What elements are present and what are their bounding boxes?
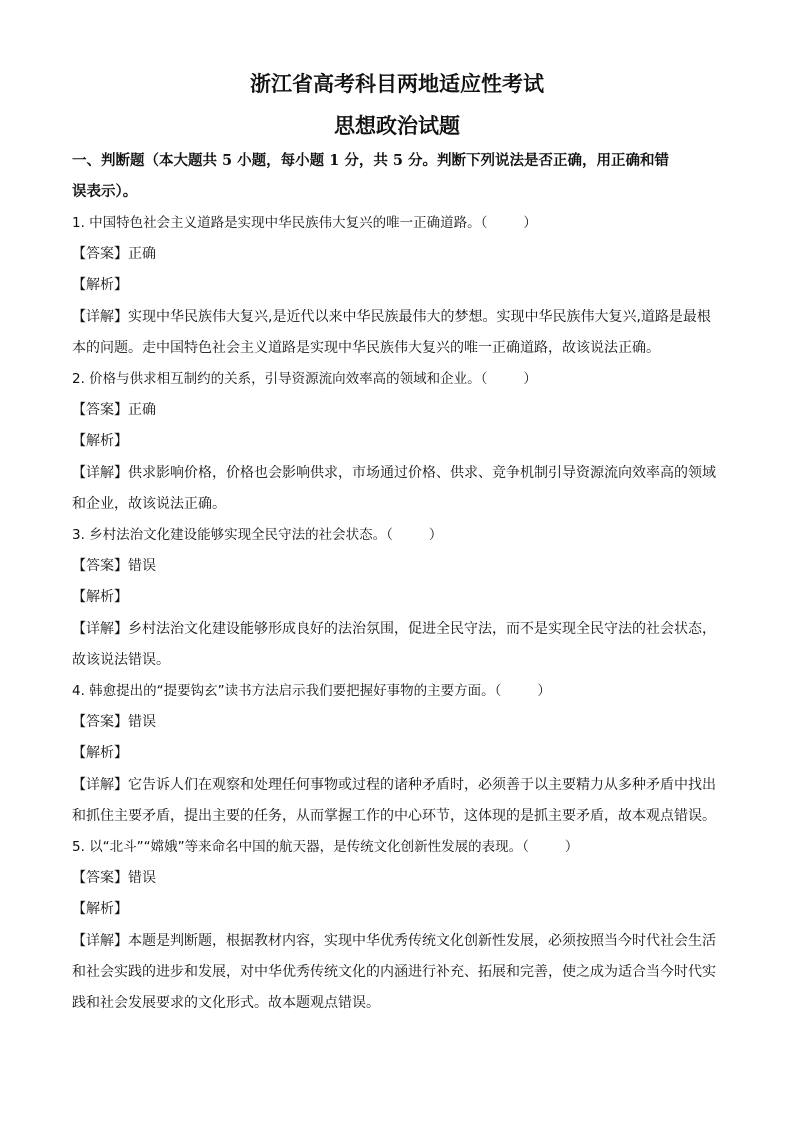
- section-heading: 一、判断题（本大题共 5 小题，每小题 1 分，共 5 分。判断下列说法是否正确，用正确和错: [72, 152, 670, 169]
- detail-line: 本的问题。走中国特色社会主义道路是实现中华民族伟大复兴的唯一正确道路，故该说法正确。: [72, 340, 660, 356]
- detail-tag: 【详解】: [72, 621, 128, 637]
- answer-value: 错误: [128, 714, 156, 730]
- question-4: [72, 682, 722, 700]
- answer-line: [72, 557, 722, 575]
- answer-blank-close: ）: [537, 683, 551, 699]
- analysis-tag: 【解析】: [72, 433, 128, 449]
- answer-blank-close: ）: [428, 527, 443, 543]
- answer-value: 错误: [128, 558, 156, 574]
- answer-value: 正确: [128, 246, 156, 262]
- answer-value: 错误: [128, 870, 156, 886]
- detail-line: [72, 620, 722, 638]
- question-stem: 3. 乡村法治文化建设能够实现全民守法的社会状态。: [72, 527, 387, 543]
- detail-text: 实现中华民族伟大复兴,是近代以来中华民族最伟大的梦想。实现中华民族伟大复兴,道路是最根: [128, 309, 711, 325]
- answer-tag: 【答案】: [72, 558, 128, 574]
- question-stem: 4. 韩愈提出的“提要钩玄”读书方法启示我们要把握好事物的主要方面。: [72, 683, 495, 699]
- question-2: [72, 370, 722, 388]
- detail-line: 和社会实践的进步和发展，对中华优秀传统文化的内涵进行补充、拓展和完善，使之成为适合当今时代实: [72, 964, 716, 980]
- detail-text: 供求影响价格，价格也会影响供求，市场通过价格、供求、竞争机制引导资源流向效率高的领域: [128, 465, 716, 481]
- answer-blank-open: （: [494, 683, 502, 699]
- answer-blank-close: ）: [564, 839, 579, 855]
- question-1: [72, 214, 722, 232]
- detail-line: 践和社会发展要求的文化形式。故本题观点错误。: [72, 995, 380, 1011]
- answer-blank-close: ）: [523, 371, 537, 387]
- question-stem: 5. 以“北斗”“嫦娥”等来命名中国的航天器，是传统文化创新性发展的表现。: [72, 839, 523, 855]
- detail-line: 和企业，故该说法正确。: [72, 496, 226, 512]
- question-5: [72, 838, 722, 856]
- answer-tag: 【答案】: [72, 870, 128, 886]
- detail-text: 乡村法治文化建设能够形成良好的法治氛围，促进全民守法，而不是实现全民守法的社会状态，: [128, 621, 716, 637]
- detail-tag: 【详解】: [72, 933, 128, 949]
- detail-line: [72, 776, 722, 794]
- analysis-tag: 【解析】: [72, 589, 128, 605]
- document-title: 浙江省高考科目两地适应性考试: [250, 71, 544, 96]
- section-heading-cont: 误表示）。: [72, 183, 138, 200]
- answer-blank-open: （: [522, 839, 529, 855]
- answer-tag: 【答案】: [72, 402, 128, 418]
- question-3: [72, 526, 722, 544]
- detail-line: 故该说法错误。: [72, 652, 170, 668]
- answer-blank-close: ）: [523, 215, 537, 231]
- question-stem: 1. 中国特色社会主义道路是实现中华民族伟大复兴的唯一正确道路。: [72, 215, 481, 231]
- detail-tag: 【详解】: [72, 777, 128, 793]
- detail-tag: 【详解】: [72, 465, 128, 481]
- detail-text: 本题是判断题，根据教材内容，实现中华优秀传统文化创新性发展，必须按照当今时代社会生活: [128, 933, 716, 949]
- analysis-tag: 【解析】: [72, 277, 128, 293]
- answer-blank-open: （: [480, 371, 488, 387]
- answer-line: [72, 869, 722, 887]
- answer-value: 正确: [128, 402, 156, 418]
- detail-tag: 【详解】: [72, 309, 128, 325]
- detail-text: 它告诉人们在观察和处理任何事物或过程的诸种矛盾时，必须善于以主要精力从多种矛盾中找出: [128, 777, 716, 793]
- question-stem: 2. 价格与供求相互制约的关系，引导资源流向效率高的领域和企业。: [72, 371, 481, 387]
- answer-line: [72, 245, 722, 263]
- analysis-tag: 【解析】: [72, 901, 128, 917]
- analysis-tag: 【解析】: [72, 745, 128, 761]
- answer-line: [72, 713, 722, 731]
- answer-tag: 【答案】: [72, 246, 128, 262]
- detail-line: 和抓住主要矛盾，提出主要的任务，从而掌握工作的中心环节，这体现的是抓主要矛盾，故本观点错误。: [72, 808, 716, 824]
- answer-line: [72, 401, 722, 419]
- detail-line: [72, 464, 722, 482]
- document-subtitle: 思想政治试题: [334, 113, 460, 138]
- answer-tag: 【答案】: [72, 714, 128, 730]
- detail-line: [72, 308, 722, 326]
- answer-blank-open: （: [480, 215, 488, 231]
- detail-line: [72, 932, 722, 950]
- answer-blank-open: （: [386, 527, 393, 543]
